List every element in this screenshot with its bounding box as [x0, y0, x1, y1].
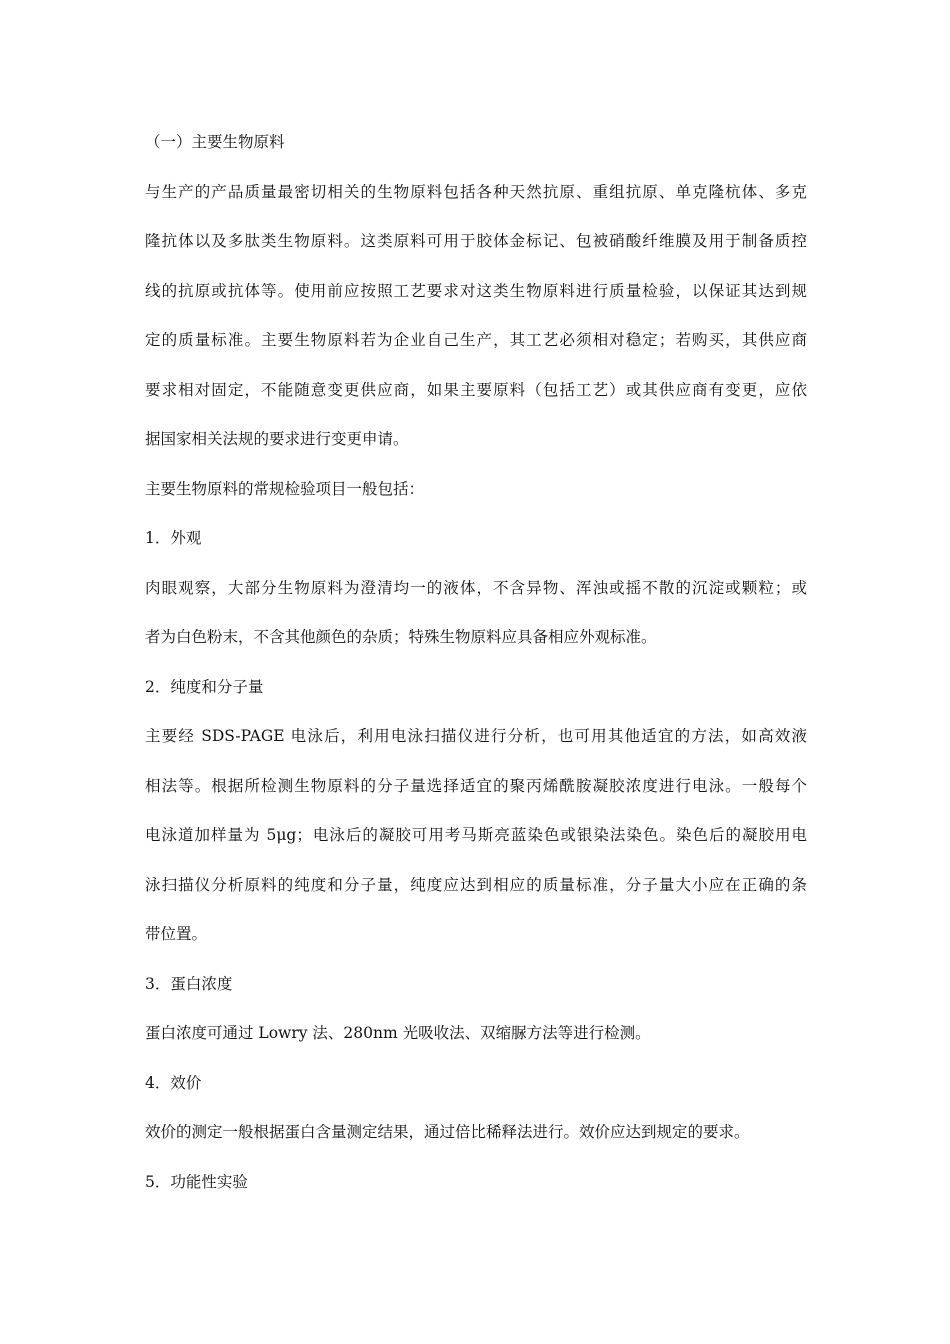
paragraph-line: 肉眼观察，大部分生物原料为澄清均一的液体，不含异物、浑浊或摇不散的沉淀或颗粒；或: [145, 578, 807, 597]
item4-paragraph: 效价的测定一般根据蛋白含量测定结果，通过倍比稀释法进行。效价应达到规定的要求。: [145, 1123, 750, 1141]
paragraph-line: 电泳道加样量为 5μg；电泳后的凝胶可用考马斯亮蓝染色或银染法染色。染色后的凝胶用电: [145, 826, 807, 844]
item3-heading: 3．蛋白浓度: [145, 974, 233, 993]
paragraph-line: 定的质量标准。主要生物原料若为企业自己生产，其工艺必须相对稳定；若购买，其供应商: [145, 331, 807, 349]
items-intro: 主要生物原料的常规检验项目一般包括：: [145, 479, 425, 498]
paragraph-line: 隆抗体以及多肽类生物原料。这类原料可用于胶体金标记、包被硝酸纤维膜及用于制备质控: [145, 232, 807, 250]
paragraph-line: 线的抗原或抗体等。使用前应按照工艺要求对这类生物原料进行质量检验，以保证其达到规: [145, 281, 807, 300]
item2-paragraph: [145, 718, 807, 953]
section-title: （一）主要生物原料: [145, 133, 285, 151]
item2-heading: 2．纯度和分子量: [145, 677, 264, 696]
item1-paragraph: [145, 570, 807, 656]
paragraph-line: 据国家相关法规的要求进行变更申请。: [145, 430, 409, 448]
paragraph-line: 与生产的产品质量最密切相关的生物原料包括各种天然抗原、重组抗原、单克隆杭体、多克: [145, 182, 807, 201]
document-body: [145, 124, 807, 1200]
item3-paragraph: 蛋白浓度可通过 Lowry 法、280nm 光吸收法、双缩脲方法等进行检测。: [145, 1024, 651, 1042]
item4-heading: 4．效价: [145, 1073, 202, 1092]
paragraph-line: 泳扫描仪分析原料的纯度和分子量，纯度应达到相应的质量标准，分子量大小应在正确的条: [145, 875, 807, 894]
paragraph-line: 相法等。根据所检测生物原料的分子量选择适宜的聚丙烯酰胺凝胶浓度进行电泳。一般每个: [145, 776, 807, 795]
paragraph-line: 要求相对固定，不能随意变更供应商，如果主要原料（包括工艺）或其供应商有变更，应依: [145, 380, 807, 399]
paragraph-line: 者为白色粉末，不含其他颜色的杂质；特殊生物原料应具备相应外观标准。: [145, 628, 657, 646]
item5-heading: 5．功能性实验: [145, 1172, 248, 1191]
intro-paragraph: [145, 174, 807, 458]
paragraph-line: 带位置。: [145, 925, 208, 943]
item1-heading: 1．外观: [145, 529, 202, 547]
paragraph-line: 主要经 SDS-PAGE 电泳后，利用电泳扫描仪进行分析，也可用其他适宜的方法，如高效液: [145, 727, 807, 745]
